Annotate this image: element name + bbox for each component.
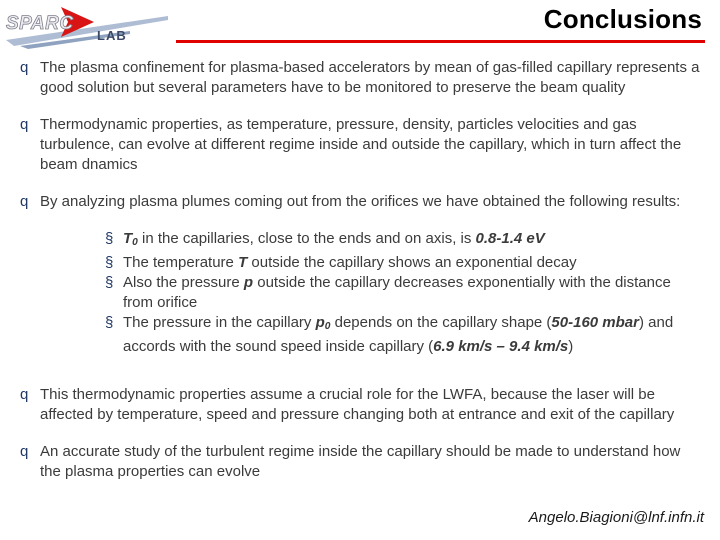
sub-bullet-marker: § <box>105 254 114 272</box>
text-run: ) <box>568 338 574 356</box>
sub-bullet-text <box>123 313 683 357</box>
author-email: Angelo.Biagioni@lnf.infn.it <box>528 509 704 526</box>
sparc-lab-logo <box>4 4 172 50</box>
bullet-item <box>20 385 700 425</box>
sub-bullet-item <box>105 313 700 357</box>
sub-bullet-marker: § <box>105 314 114 332</box>
bullet-text <box>40 385 700 425</box>
header-rule <box>176 40 705 43</box>
text-run: Also the pressure <box>123 274 244 292</box>
sparc-lab-logo-graphic <box>4 4 172 50</box>
sub-bullet-text <box>123 229 545 253</box>
text-run: in the capillaries, close to the ends and on axis, is <box>137 230 476 247</box>
text-run: p <box>315 314 325 332</box>
sub-bullet-marker: § <box>105 274 114 292</box>
bullet-item <box>20 442 700 482</box>
text-run: ) and accords with the sound speed inside capillary ( <box>123 314 674 356</box>
text-run: T <box>238 254 248 272</box>
bullet-text <box>40 115 700 175</box>
logo-sparc-text: SPARC <box>6 13 74 34</box>
logo-lab-text: LAB <box>97 28 127 43</box>
text-run: An accurate study of the turbulent regime inside the capillary should be made to understand how the plasma properties can evolve <box>40 443 681 481</box>
bullet-marker: q <box>20 193 29 210</box>
text-run: The pressure in the capillary <box>123 314 316 332</box>
bullet-text <box>40 58 700 98</box>
text-run: depends on the capillary shape ( <box>330 314 552 332</box>
text-run: 50-160 mbar <box>551 314 639 332</box>
text-run: Thermodynamic properties, as temperature, pressure, density, particles velocities and gas turbulence, can evolve at different regime inside and outside the capillary, which in turn affect the beam dnamics <box>40 116 682 173</box>
sub-bullet-text <box>123 273 683 313</box>
bullet-marker: q <box>20 116 29 133</box>
text-run: 0.8-1.4 eV <box>475 230 545 247</box>
text-run: 6.9 km/s – 9.4 km/s <box>433 338 569 356</box>
text-run: The temperature <box>123 254 239 272</box>
bullet-item <box>20 58 700 98</box>
bullet-text <box>40 442 700 482</box>
sub-bullet-marker: § <box>105 230 114 247</box>
slide-content <box>20 58 700 499</box>
bullet-marker: q <box>20 59 29 76</box>
text-run: This thermodynamic properties assume a crucial role for the LWFA, because the laser will be affected by temperature, speed and pressure changing both at entrance and exit of the capillary <box>40 386 675 424</box>
sub-bullet-text <box>123 253 577 273</box>
text-run: The plasma confinement for plasma-based accelerators by mean of gas-filled capillary represents a good solution but several parameters have to be monitored to preserve the beam quality <box>40 59 700 96</box>
text-run: T <box>123 230 133 247</box>
text-run: outside the capillary shows an exponential decay <box>247 254 577 272</box>
bullet-marker: q <box>20 386 29 404</box>
text-run: By analyzing plasma plumes coming out from the orifices we have obtained the following results: <box>40 193 681 210</box>
text-run: 0 <box>132 237 138 249</box>
bullet-item <box>20 115 700 175</box>
text-run: outside the capillary decreases exponentially with the distance from orifice <box>123 274 671 312</box>
text-run: 0 <box>324 321 331 333</box>
sub-bullet-item <box>105 253 700 273</box>
bullet-item <box>20 192 700 212</box>
slide-title: Conclusions <box>543 4 702 34</box>
bullet-text <box>40 192 680 212</box>
sub-bullet-item <box>105 273 700 313</box>
text-run: p <box>243 274 254 292</box>
sub-bullet-list <box>105 229 700 357</box>
bullet-marker: q <box>20 443 29 461</box>
sub-bullet-item <box>105 229 700 253</box>
